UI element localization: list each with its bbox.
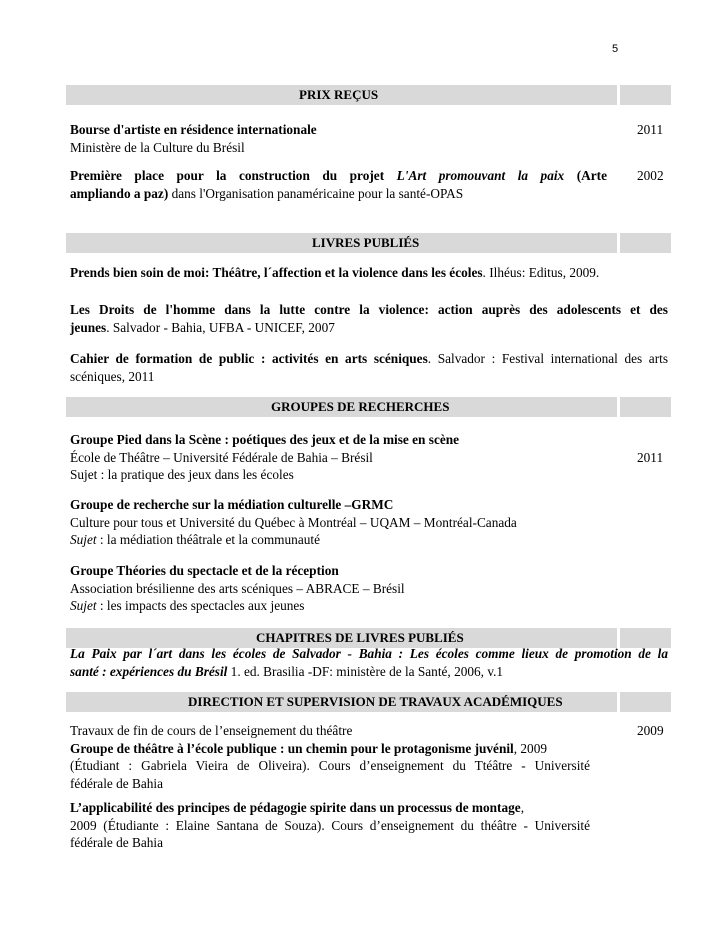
book-item: Prends bien soin de moi: Théâtre, l´affection et la violence dans les écoles. Ilhéus: Editus, 2009. [70, 265, 600, 280]
section-header-groupes [66, 397, 671, 417]
book-item: Les Droits de l'homme dans la lutte contre la violence: action auprès des adolescents et des jeunes. Salvador - Bahia, UFBA - UNICEF, 2007 [70, 302, 668, 335]
research-group-year: 2011 [637, 450, 664, 465]
section-title: PRIX REÇUS [299, 87, 379, 102]
supervision-item: Travaux de fin de cours de l’enseignement du théâtre Groupe de théâtre à l’école publique : un chemin pour le protagonisme juvénil, 2009 (Étudiant : Gabriela Vieira de Oliveira). Cours d’enseignement du Ttéâtre - Université fédérale de Bahia [70, 723, 590, 791]
supervision-item: L’applicabilité des principes de pédagogie spirite dans un processus de montage, 2009 (Étudiante : Elaine Santana de Souza). Cours d’enseignement du théâtre - Université fédérale de Bahia [70, 800, 590, 850]
research-group-item: Groupe Théories du spectacle et de la réception Association brésilienne des arts scéniques – ABRACE – Brésil Sujet : les impacts des spectacles aux jeunes [70, 563, 405, 613]
research-group-item: Groupe Pied dans la Scène : poétiques des jeux et de la mise en scène École de Théâtre – Université Fédérale de Bahia – Brésil Sujet : la pratique des jeux dans les écoles [70, 432, 460, 482]
prize-year: 2002 [637, 168, 664, 183]
section-title: LIVRES PUBLIÉS [312, 235, 420, 250]
research-group-item: Groupe de recherche sur la médiation culturelle –GRMC Culture pour tous et Université du Québec à Montréal – UQAM – Montréal-Canada Sujet : la médiation théâtrale et la communauté [70, 497, 517, 547]
section-title: CHAPITRES DE LIVRES PUBLIÉS [256, 630, 464, 645]
prize-title: Bourse d'artiste en résidence internationale [70, 122, 317, 137]
section-title: GROUPES DE RECHERCHES [271, 399, 450, 414]
prize-detail: Ministère de la Culture du Brésil [70, 139, 245, 155]
prize-year: 2011 [637, 122, 664, 137]
section-header-direction [66, 692, 671, 712]
section-title: DIRECTION ET SUPERVISION DE TRAVAUX ACADÉMIQUES [188, 694, 563, 709]
chapter-item: La Paix par l´art dans les écoles de Salvador - Bahia : Les écoles comme lieux de promotion de la santé : expériences du Brésil 1. ed. Brasilia -DF: ministère de la Santé, 2006, v.1 [70, 646, 668, 679]
prize-item [70, 121, 668, 156]
prize-item: Première place pour la construction du projet L'Art promouvant la paix (Arte ampliando a paz) dans l'Organisation panaméricaine pour la santé-OPAS [70, 168, 607, 201]
page-number: 5 [612, 43, 619, 55]
section-header-livres [66, 233, 671, 253]
section-header-prix [66, 85, 671, 105]
book-item: Cahier de formation de public : activités en arts scéniques. Salvador : Festival international des arts scéniques, 2011 [70, 351, 668, 384]
supervision-year: 2009 [637, 723, 664, 738]
